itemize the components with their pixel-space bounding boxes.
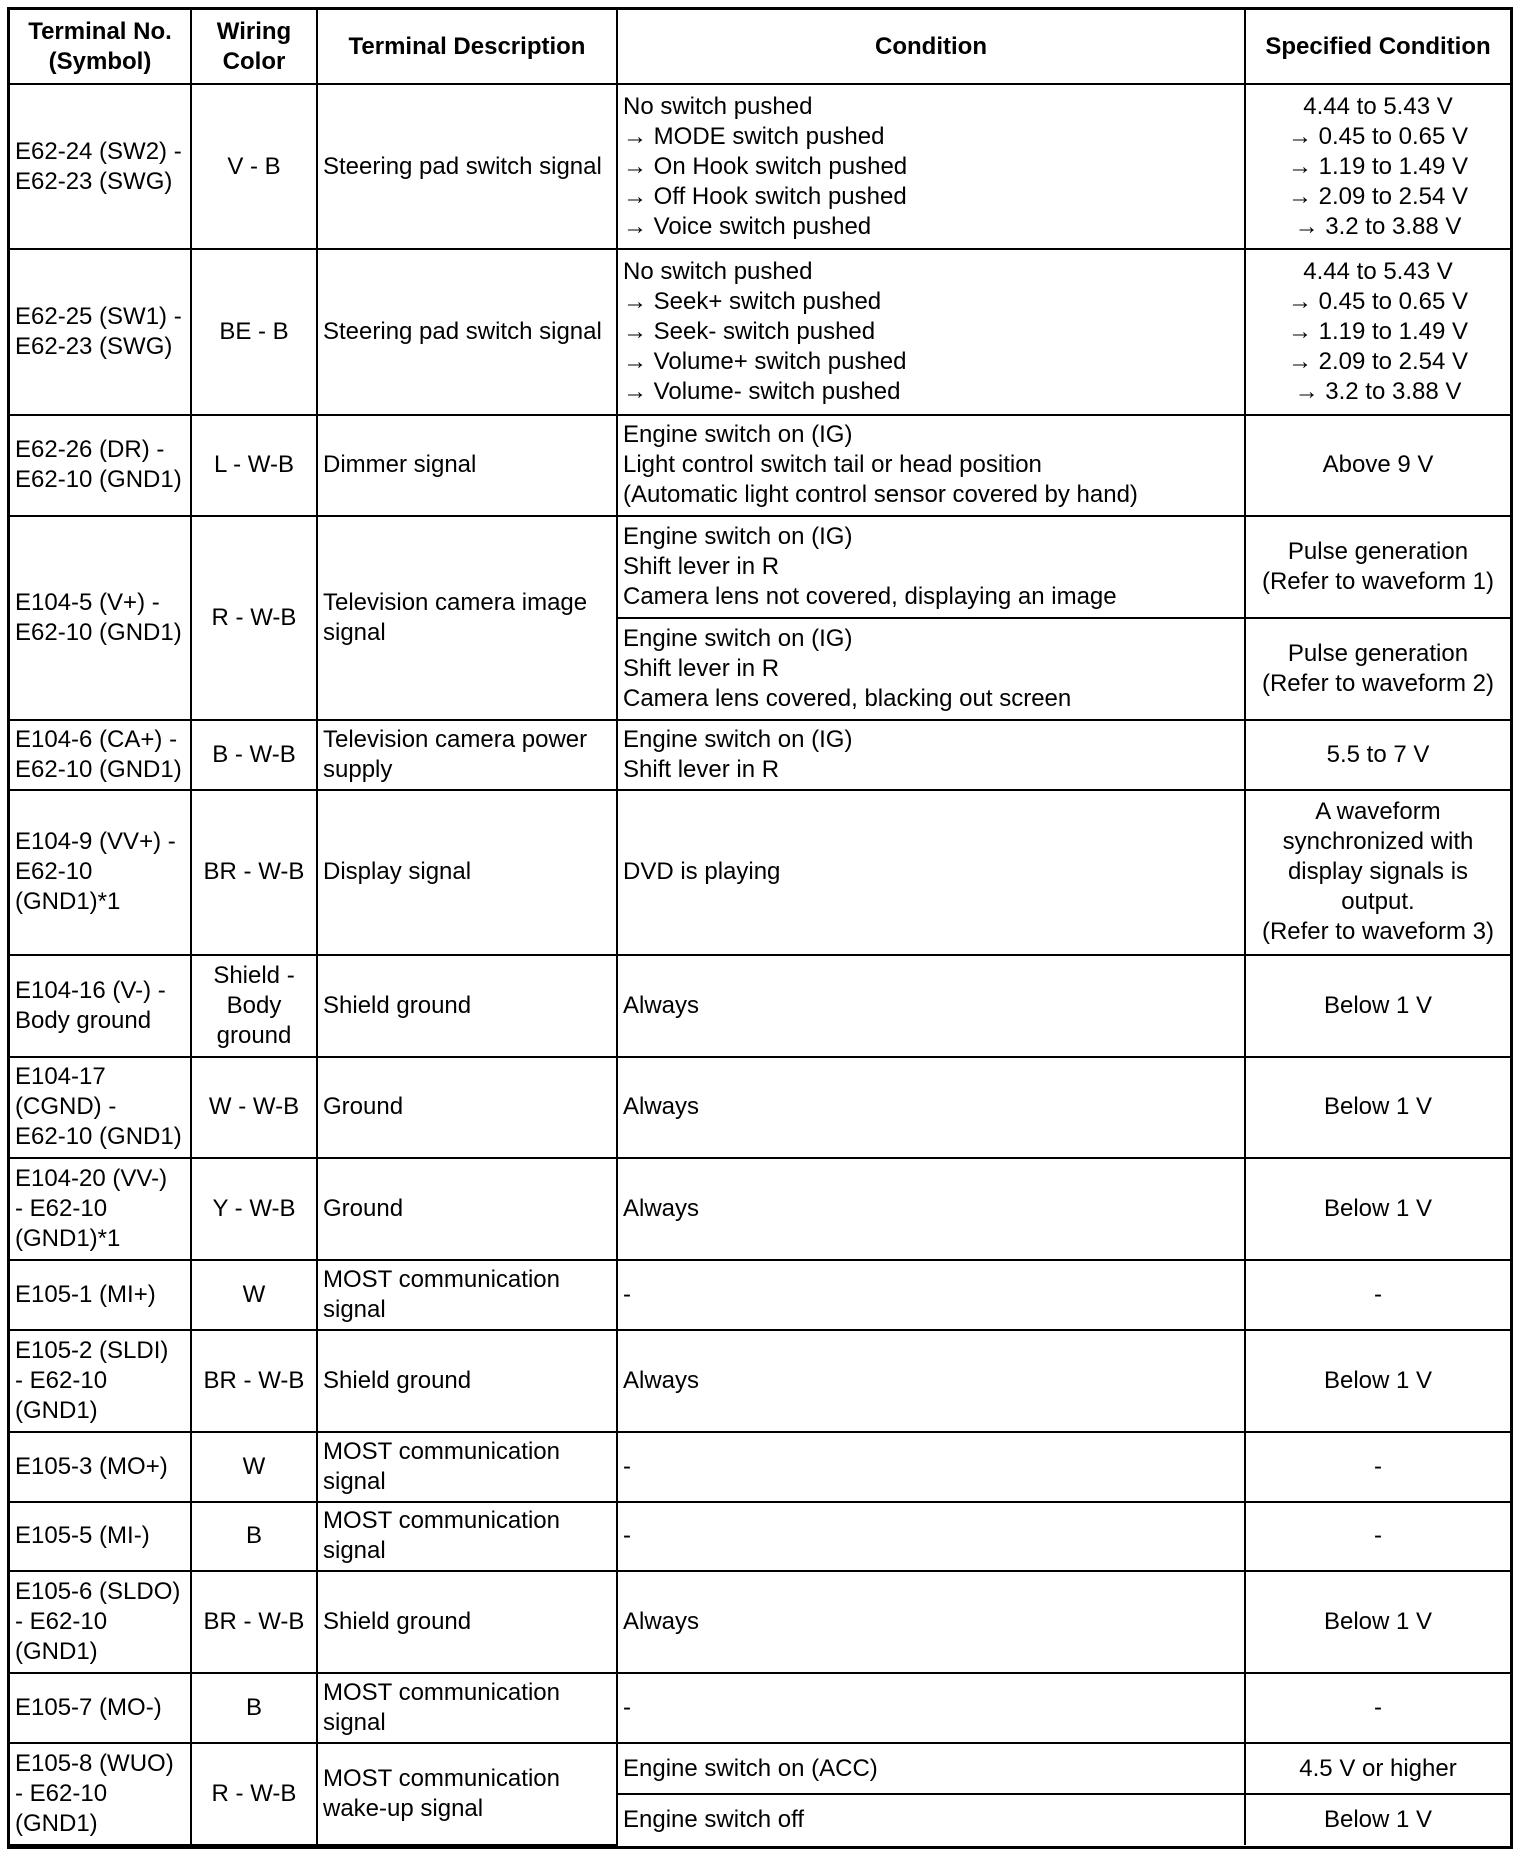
terminal-no-cell <box>10 790 191 955</box>
wiring-color-cell <box>191 955 317 1057</box>
condition-cell <box>617 1260 1245 1330</box>
specified-condition-line: Below 1 V <box>1323 1366 1433 1394</box>
wiring-color-line: W - W-B <box>208 1093 300 1121</box>
terminal-description-cell <box>317 1432 617 1502</box>
specified-condition-cell <box>1245 1330 1510 1432</box>
wiring-color-cell <box>191 1673 317 1743</box>
wiring-color-line: Body <box>226 991 282 1019</box>
terminal-description-cell <box>317 1158 617 1260</box>
condition-cell <box>617 1057 1245 1159</box>
terminal-no-line: E104-5 (V+) - <box>15 588 160 616</box>
terminal-description-text: Shield ground <box>323 1366 472 1394</box>
specified-condition-line: - <box>1374 1452 1382 1480</box>
condition-line: Always <box>623 991 700 1019</box>
specified-condition-line: (Refer to waveform 2) <box>1261 669 1495 697</box>
specified-condition-cell <box>1245 1794 1510 1845</box>
terminal-no-line: E105-8 (WUO) <box>15 1750 174 1778</box>
terminal-description-text: Ground <box>323 1093 404 1121</box>
wiring-color-cell <box>191 1743 317 1845</box>
wiring-color-cell <box>191 1330 317 1432</box>
terminal-no-cell <box>10 955 191 1057</box>
table-row <box>10 790 1510 955</box>
terminal-no-line: E104-6 (CA+) - <box>15 725 178 753</box>
terminal-no-cell <box>10 1673 191 1743</box>
terminal-spec-sheet <box>7 7 1513 1849</box>
header-line: Terminal No. (Symbol) <box>28 17 172 75</box>
table-row <box>10 1330 1510 1432</box>
terminal-description-text: MOST communication signal <box>323 1679 560 1737</box>
terminal-description-cell <box>317 955 617 1057</box>
terminal-description-cell <box>317 516 617 719</box>
condition-line: DVD is playing <box>623 858 781 886</box>
condition-line: Always <box>623 1195 700 1223</box>
terminal-description-text: Dimmer signal <box>323 451 477 479</box>
terminal-no-cell <box>10 1260 191 1330</box>
terminal-description-cell <box>317 1502 617 1572</box>
wiring-color-line: B - W-B <box>212 740 296 768</box>
terminal-no-line: E104-17 <box>15 1063 106 1091</box>
terminal-no-line: E62-24 (SW2) - <box>15 137 182 165</box>
terminal-no-line: E62-10 (GND1) <box>15 755 182 783</box>
terminal-no-line: - E62-10 <box>15 1780 108 1808</box>
terminal-no-line: - E62-10 <box>15 1195 108 1223</box>
specified-condition-line: - <box>1374 1280 1382 1308</box>
specified-condition-cell <box>1245 1571 1510 1673</box>
header-wiring-color <box>191 10 317 84</box>
terminal-no-line: E105-3 (MO+) <box>15 1452 168 1480</box>
terminal-no-cell <box>10 1743 191 1845</box>
wiring-color-cell <box>191 516 317 719</box>
table-row <box>10 84 1510 249</box>
terminal-description-text: Ground <box>323 1195 404 1223</box>
terminal-no-line: E104-16 (V-) - <box>15 976 166 1004</box>
condition-line: Shift lever in R <box>623 553 780 581</box>
table-row <box>10 1260 1510 1330</box>
wiring-color-cell <box>191 249 317 414</box>
terminal-description-cell <box>317 790 617 955</box>
condition-line: → MODE switch pushed <box>623 122 885 150</box>
terminal-no-line: E105-5 (MI-) <box>15 1522 150 1550</box>
terminal-description-cell <box>317 1260 617 1330</box>
terminal-description-text: MOST communication wake-up signal <box>323 1765 560 1823</box>
wiring-color-line: V - B <box>227 152 281 180</box>
condition-line: → On Hook switch pushed <box>623 152 908 180</box>
terminal-no-line: (GND1)*1 <box>15 888 121 916</box>
table-row <box>10 955 1510 1057</box>
specified-condition-line: 4.44 to 5.43 V <box>1303 92 1453 120</box>
condition-line: → Voice switch pushed <box>623 212 872 240</box>
condition-line: - <box>623 1280 631 1308</box>
terminal-no-line: E62-10 <box>15 858 93 886</box>
terminal-no-cell <box>10 84 191 249</box>
wiring-color-cell <box>191 720 317 790</box>
table-row <box>10 249 1510 414</box>
condition-line: No switch pushed <box>623 92 813 120</box>
terminal-table <box>10 10 1510 1846</box>
terminal-no-line: - E62-10 <box>15 1366 108 1394</box>
table-body <box>10 84 1510 1845</box>
condition-cell <box>617 955 1245 1057</box>
specified-condition-line: → 2.09 to 2.54 V <box>1287 182 1469 210</box>
specified-condition-line: Pulse generation <box>1287 639 1469 667</box>
table-row <box>10 516 1510 618</box>
condition-line: Always <box>623 1366 700 1394</box>
header-line: Terminal Description <box>348 32 586 60</box>
specified-condition-line: output. <box>1341 888 1415 916</box>
terminal-description-cell <box>317 1673 617 1743</box>
terminal-no-line: Body ground <box>15 1006 152 1034</box>
terminal-no-line: - E62-10 <box>15 1608 108 1636</box>
condition-line: Engine switch on (IG) <box>623 725 853 753</box>
condition-line: → Volume+ switch pushed <box>623 347 907 375</box>
specified-condition-line: Above 9 V <box>1322 451 1434 479</box>
header-condition <box>617 10 1245 84</box>
condition-line: Engine switch off <box>623 1805 804 1833</box>
wiring-color-line: ground <box>216 1021 292 1049</box>
condition-line: - <box>623 1694 631 1722</box>
specified-condition-cell <box>1245 1502 1510 1572</box>
terminal-description-text: MOST communication signal <box>323 1437 560 1495</box>
terminal-no-line: (GND1) <box>15 1396 98 1424</box>
condition-line: Engine switch on (ACC) <box>623 1754 878 1782</box>
condition-cell <box>617 618 1245 720</box>
wiring-color-cell <box>191 1502 317 1572</box>
specified-condition-line: display signals is <box>1287 858 1469 886</box>
header-line: Specified Condition <box>1265 32 1491 60</box>
terminal-no-line: E62-10 (GND1) <box>15 466 182 494</box>
terminal-description-cell <box>317 1571 617 1673</box>
terminal-no-line: E105-7 (MO-) <box>15 1694 162 1722</box>
terminal-no-cell <box>10 516 191 719</box>
specified-condition-line: → 3.2 to 3.88 V <box>1294 377 1462 405</box>
condition-line: → Volume- switch pushed <box>623 377 901 405</box>
wiring-color-cell <box>191 1158 317 1260</box>
wiring-color-line: BR - W-B <box>203 858 305 886</box>
condition-cell <box>617 1743 1245 1794</box>
terminal-no-line: E104-20 (VV-) <box>15 1165 168 1193</box>
specified-condition-line: → 1.19 to 1.49 V <box>1287 152 1469 180</box>
specified-condition-line: 5.5 to 7 V <box>1326 740 1430 768</box>
wiring-color-cell <box>191 84 317 249</box>
condition-line: Camera lens covered, blacking out screen <box>623 684 1072 712</box>
wiring-color-cell <box>191 1432 317 1502</box>
wiring-color-line: R - W-B <box>211 603 297 631</box>
wiring-color-line: BR - W-B <box>203 1366 305 1394</box>
terminal-no-line: E62-23 (SWG) <box>15 332 173 360</box>
condition-cell <box>617 1330 1245 1432</box>
condition-line: → Seek- switch pushed <box>623 317 876 345</box>
wiring-color-cell <box>191 1057 317 1159</box>
condition-line: → Off Hook switch pushed <box>623 182 907 210</box>
header-terminal-description <box>317 10 617 84</box>
specified-condition-line: Below 1 V <box>1323 1805 1433 1833</box>
terminal-no-line: E62-10 (GND1) <box>15 1123 182 1151</box>
condition-cell <box>617 720 1245 790</box>
specified-condition-cell <box>1245 415 1510 517</box>
terminal-description-text: Steering pad switch signal <box>323 317 602 345</box>
wiring-color-line: R - W-B <box>211 1780 297 1808</box>
terminal-no-line: (GND1) <box>15 1638 98 1666</box>
condition-cell <box>617 84 1245 249</box>
header-specified-condition <box>1245 10 1510 84</box>
specified-condition-cell <box>1245 1158 1510 1260</box>
specified-condition-line: - <box>1374 1522 1382 1550</box>
condition-cell <box>617 1502 1245 1572</box>
terminal-description-cell <box>317 415 617 517</box>
terminal-description-cell <box>317 1743 617 1845</box>
table-row <box>10 415 1510 517</box>
table-row <box>10 1057 1510 1159</box>
specified-condition-line: 4.5 V or higher <box>1299 1754 1457 1782</box>
specified-condition-line: Below 1 V <box>1323 1195 1433 1223</box>
specified-condition-cell <box>1245 790 1510 955</box>
specified-condition-cell <box>1245 955 1510 1057</box>
specified-condition-line: A waveform <box>1315 798 1441 826</box>
specified-condition-line: → 0.45 to 0.65 V <box>1287 122 1469 150</box>
specified-condition-cell <box>1245 516 1510 618</box>
terminal-no-line: E104-9 (VV+) - <box>15 828 176 856</box>
condition-line: Always <box>623 1093 700 1121</box>
terminal-description-text: Television camera image signal <box>323 588 588 646</box>
terminal-no-line: E105-1 (MI+) <box>15 1280 156 1308</box>
condition-line: Engine switch on (IG) <box>623 421 853 449</box>
condition-line: Always <box>623 1608 700 1636</box>
terminal-description-cell <box>317 84 617 249</box>
terminal-description-cell <box>317 1057 617 1159</box>
table-row <box>10 1673 1510 1743</box>
terminal-no-line: (GND1) <box>15 1810 98 1838</box>
terminal-no-cell <box>10 1432 191 1502</box>
condition-cell <box>617 1673 1245 1743</box>
terminal-description-text: Television camera power supply <box>323 725 588 783</box>
terminal-no-line: (GND1)*1 <box>15 1225 121 1253</box>
wiring-color-line: W <box>242 1280 266 1308</box>
specified-condition-line: (Refer to waveform 1) <box>1261 568 1495 596</box>
terminal-no-cell <box>10 1330 191 1432</box>
wiring-color-line: BE - B <box>219 317 289 345</box>
terminal-no-line: E62-26 (DR) - <box>15 436 165 464</box>
specified-condition-line: Below 1 V <box>1323 1608 1433 1636</box>
condition-line: → Seek+ switch pushed <box>623 287 882 315</box>
specified-condition-line: Pulse generation <box>1287 538 1469 566</box>
terminal-description-text: MOST communication signal <box>323 1507 560 1565</box>
specified-condition-cell <box>1245 1743 1510 1794</box>
condition-line: - <box>623 1522 631 1550</box>
specified-condition-cell <box>1245 1057 1510 1159</box>
specified-condition-line: → 3.2 to 3.88 V <box>1294 212 1462 240</box>
condition-cell <box>617 1158 1245 1260</box>
condition-cell <box>617 1432 1245 1502</box>
specified-condition-line: → 2.09 to 2.54 V <box>1287 347 1469 375</box>
specified-condition-line: → 1.19 to 1.49 V <box>1287 317 1469 345</box>
terminal-description-cell <box>317 249 617 414</box>
condition-cell <box>617 516 1245 618</box>
terminal-description-text: Shield ground <box>323 1608 472 1636</box>
specified-condition-cell <box>1245 618 1510 720</box>
terminal-no-cell <box>10 1502 191 1572</box>
condition-line: (Automatic light control sensor covered by hand) <box>623 481 1138 509</box>
condition-cell <box>617 249 1245 414</box>
condition-cell <box>617 1794 1245 1845</box>
condition-cell <box>617 415 1245 517</box>
wiring-color-line: Shield - <box>213 961 295 989</box>
terminal-description-text: Shield ground <box>323 991 472 1019</box>
condition-line: Engine switch on (IG) <box>623 523 853 551</box>
terminal-no-cell <box>10 249 191 414</box>
specified-condition-line: → 0.45 to 0.65 V <box>1287 287 1469 315</box>
header-line: Condition <box>875 32 987 60</box>
condition-line: No switch pushed <box>623 257 813 285</box>
header-terminal-no <box>10 10 191 84</box>
terminal-no-line: (CGND) - <box>15 1093 117 1121</box>
specified-condition-cell <box>1245 1432 1510 1502</box>
terminal-no-cell <box>10 1057 191 1159</box>
condition-line: Engine switch on (IG) <box>623 624 853 652</box>
wiring-color-line: B <box>245 1694 262 1722</box>
wiring-color-line: B <box>245 1522 262 1550</box>
terminal-no-cell <box>10 415 191 517</box>
specified-condition-line: Below 1 V <box>1323 1093 1433 1121</box>
condition-cell <box>617 790 1245 955</box>
specified-condition-cell <box>1245 1260 1510 1330</box>
specified-condition-line: synchronized with <box>1282 828 1474 856</box>
terminal-no-line: E62-23 (SWG) <box>15 167 173 195</box>
terminal-no-cell <box>10 1158 191 1260</box>
wiring-color-cell <box>191 415 317 517</box>
wiring-color-line: L - W-B <box>213 451 294 479</box>
terminal-no-line: E62-25 (SW1) - <box>15 302 182 330</box>
specified-condition-cell <box>1245 720 1510 790</box>
wiring-color-cell <box>191 1571 317 1673</box>
wiring-color-line: Y - W-B <box>212 1195 296 1223</box>
terminal-description-text: Steering pad switch signal <box>323 152 602 180</box>
table-row <box>10 1743 1510 1794</box>
specified-condition-cell <box>1245 1673 1510 1743</box>
table-row <box>10 1432 1510 1502</box>
condition-line: Camera lens not covered, displaying an image <box>623 583 1117 611</box>
terminal-no-line: E105-6 (SLDO) <box>15 1578 181 1606</box>
condition-line: Shift lever in R <box>623 654 780 682</box>
header-row <box>10 10 1510 84</box>
table-row <box>10 1158 1510 1260</box>
wiring-color-line: W <box>242 1452 266 1480</box>
table-row <box>10 1502 1510 1572</box>
terminal-description-cell <box>317 1330 617 1432</box>
terminal-no-cell <box>10 720 191 790</box>
condition-line: Shift lever in R <box>623 755 780 783</box>
condition-line: Light control switch tail or head position <box>623 451 1042 479</box>
specified-condition-line: - <box>1374 1694 1382 1722</box>
condition-line: - <box>623 1452 631 1480</box>
table-row <box>10 720 1510 790</box>
terminal-description-text: Display signal <box>323 858 472 886</box>
terminal-no-line: E62-10 (GND1) <box>15 618 182 646</box>
specified-condition-line: Below 1 V <box>1323 991 1433 1019</box>
terminal-description-cell <box>317 720 617 790</box>
terminal-description-text: MOST communication signal <box>323 1265 560 1323</box>
specified-condition-cell <box>1245 249 1510 414</box>
header-line: Wiring Color <box>216 17 292 75</box>
terminal-no-line: E105-2 (SLDI) <box>15 1336 169 1364</box>
terminal-no-cell <box>10 1571 191 1673</box>
wiring-color-line: BR - W-B <box>203 1608 305 1636</box>
table-row <box>10 1571 1510 1673</box>
wiring-color-cell <box>191 790 317 955</box>
wiring-color-cell <box>191 1260 317 1330</box>
specified-condition-line: 4.44 to 5.43 V <box>1303 257 1453 285</box>
specified-condition-line: (Refer to waveform 3) <box>1261 918 1495 946</box>
specified-condition-cell <box>1245 84 1510 249</box>
condition-cell <box>617 1571 1245 1673</box>
